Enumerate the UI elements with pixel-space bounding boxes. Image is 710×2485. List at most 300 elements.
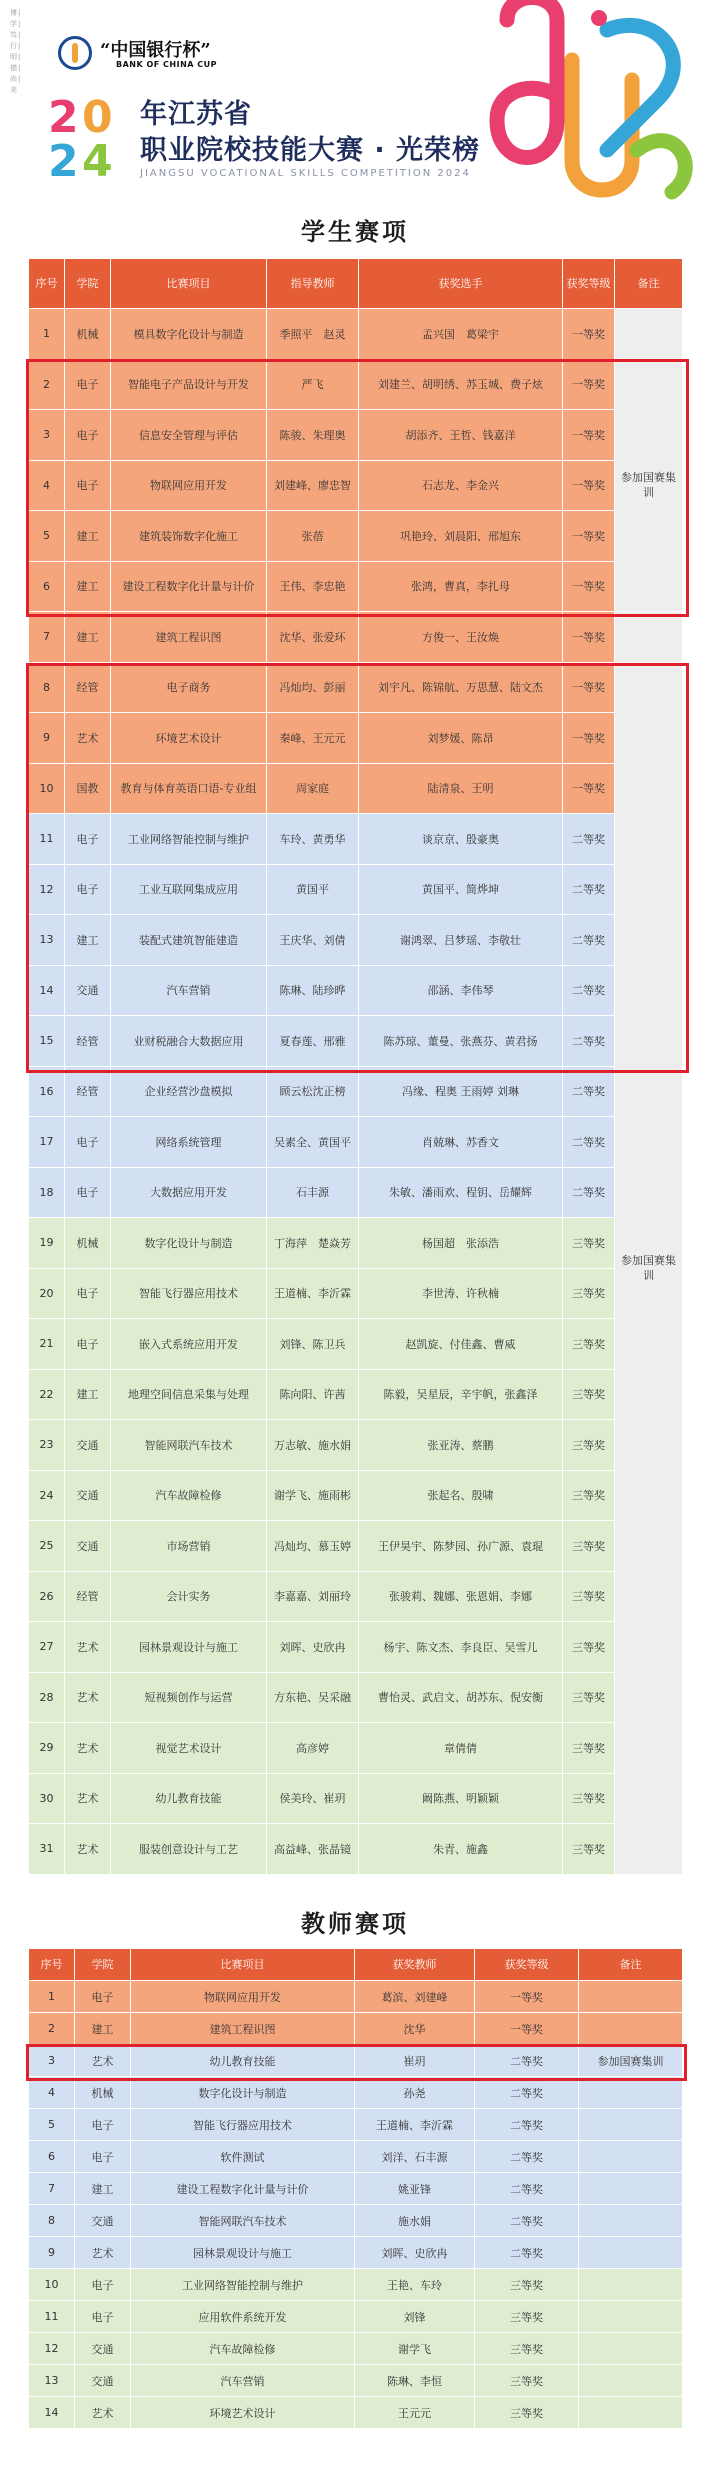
cell-teacher: 沈华 [355, 2013, 475, 2045]
cell-college: 交通 [75, 2205, 131, 2237]
cell-remark [579, 2173, 683, 2205]
table-row [29, 1268, 683, 1319]
cell-no: 22 [29, 1369, 65, 1420]
cell-no: 9 [29, 2237, 75, 2269]
cell-event: 业财税融合大数据应用 [111, 1016, 267, 1067]
cell-college: 建工 [65, 511, 111, 562]
cell-event: 服装创意设计与工艺 [111, 1824, 267, 1875]
cell-winners: 孟兴国 葛梁宇 [359, 309, 563, 360]
cell-remark [615, 612, 683, 663]
cell-teacher: 沈华、张爱环 [267, 612, 359, 663]
cell-winners: 胡添齐、王哲、钱嘉洋 [359, 410, 563, 461]
cell-college: 经管 [65, 1571, 111, 1622]
cell-teacher: 王道楠、李沂霖 [267, 1268, 359, 1319]
cell-level: 三等奖 [475, 2397, 579, 2429]
table-row [29, 915, 683, 966]
cell-college: 艺术 [75, 2237, 131, 2269]
cell-winners: 张骏莉、魏娜、张恩娟、李娜 [359, 1571, 563, 1622]
cell-no: 13 [29, 2365, 75, 2397]
cell-teacher: 刘晖、史欣冉 [267, 1622, 359, 1673]
cell-event: 工业网络智能控制与维护 [131, 2269, 355, 2301]
cell-level: 二等奖 [563, 1066, 615, 1117]
table-row [29, 2365, 683, 2397]
table-row [29, 612, 683, 663]
cell-remark [579, 2141, 683, 2173]
cell-event: 教育与体育英语口语-专业组 [111, 763, 267, 814]
cell-no: 12 [29, 2333, 75, 2365]
cell-level: 一等奖 [563, 662, 615, 713]
column-header-no: 序号 [29, 259, 65, 309]
cell-event: 智能网联汽车技术 [131, 2205, 355, 2237]
table-header-row [29, 1949, 683, 1981]
cell-college: 电子 [65, 814, 111, 865]
cell-no: 30 [29, 1773, 65, 1824]
cell-remark [579, 2301, 683, 2333]
cell-event: 物联网应用开发 [111, 460, 267, 511]
table-row [29, 2077, 683, 2109]
cell-level: 一等奖 [563, 309, 615, 360]
cell-level: 一等奖 [563, 511, 615, 562]
teacher-awards-table [28, 1948, 683, 2429]
cell-event: 幼儿教育技能 [131, 2045, 355, 2077]
cell-college: 电子 [75, 2301, 131, 2333]
cell-event: 数字化设计与制造 [131, 2077, 355, 2109]
table-row [29, 1672, 683, 1723]
cell-no: 3 [29, 2045, 75, 2077]
cell-teacher: 严飞 [267, 359, 359, 410]
column-header-college: 学院 [65, 259, 111, 309]
cell-level: 三等奖 [563, 1773, 615, 1824]
column-header-winners: 获奖选手 [359, 259, 563, 309]
year-digit: 2 [48, 92, 79, 143]
cell-college: 电子 [75, 2141, 131, 2173]
cell-remark [579, 1981, 683, 2013]
cell-college: 电子 [65, 1117, 111, 1168]
cell-level: 三等奖 [563, 1268, 615, 1319]
cell-no: 13 [29, 915, 65, 966]
cell-college: 艺术 [65, 713, 111, 764]
cell-winners: 石志龙、李金兴 [359, 460, 563, 511]
cell-no: 10 [29, 2269, 75, 2301]
column-header-level: 获奖等级 [563, 259, 615, 309]
cell-level: 三等奖 [563, 1672, 615, 1723]
cell-winners: 黄国平、简烨坤 [359, 864, 563, 915]
cup-subtitle: BANK OF CHINA CUP [116, 60, 217, 69]
cell-event: 建筑工程识图 [111, 612, 267, 663]
cell-teacher: 谢学飞 [355, 2333, 475, 2365]
cell-teacher: 冯灿均、彭丽 [267, 662, 359, 713]
table-row [29, 2173, 683, 2205]
cell-remark [615, 309, 683, 360]
cell-level: 二等奖 [563, 864, 615, 915]
cell-teacher: 陈向阳、许茜 [267, 1369, 359, 1420]
cell-event: 数字化设计与制造 [111, 1218, 267, 1269]
cup-title: “中国银行杯” [100, 40, 211, 61]
cell-no: 31 [29, 1824, 65, 1875]
cell-no: 25 [29, 1521, 65, 1572]
cell-level: 二等奖 [563, 1167, 615, 1218]
cell-no: 8 [29, 2205, 75, 2237]
cell-winners: 陈毅，吴星辰，辛宇帆，张鑫泽 [359, 1369, 563, 1420]
cell-no: 7 [29, 2173, 75, 2205]
table-row [29, 2205, 683, 2237]
cell-teacher: 周家庭 [267, 763, 359, 814]
cell-winners: 刘梦媛、陈昂 [359, 713, 563, 764]
bank-of-china-cup-logo [58, 36, 92, 70]
cell-event: 模具数字化设计与制造 [111, 309, 267, 360]
cell-no: 24 [29, 1470, 65, 1521]
cell-winners: 朱青、施鑫 [359, 1824, 563, 1875]
cell-level: 二等奖 [475, 2237, 579, 2269]
table-row [29, 1773, 683, 1824]
cell-level: 三等奖 [475, 2301, 579, 2333]
year-digit: 0 [82, 92, 113, 143]
cell-event: 智能网联汽车技术 [111, 1420, 267, 1471]
cell-teacher: 崔玥 [355, 2045, 475, 2077]
table-row [29, 2109, 683, 2141]
cell-winners: 刘建兰、胡明绣、苏玉城、费子炫 [359, 359, 563, 410]
cell-teacher: 施水娟 [355, 2205, 475, 2237]
cell-level: 二等奖 [563, 915, 615, 966]
cell-event: 大数据应用开发 [111, 1167, 267, 1218]
cell-no: 12 [29, 864, 65, 915]
table-row [29, 1470, 683, 1521]
cell-remark [579, 2237, 683, 2269]
cell-event: 园林景观设计与施工 [131, 2237, 355, 2269]
cell-level: 二等奖 [475, 2077, 579, 2109]
cell-level: 二等奖 [475, 2205, 579, 2237]
table-row [29, 814, 683, 865]
cell-college: 电子 [65, 359, 111, 410]
cell-level: 三等奖 [563, 1420, 615, 1471]
cell-teacher: 王道楠、李沂霖 [355, 2109, 475, 2141]
table-row [29, 1622, 683, 1673]
cell-level: 二等奖 [563, 1117, 615, 1168]
table-row [29, 965, 683, 1016]
cell-teacher: 侯美玲、崔玥 [267, 1773, 359, 1824]
cell-no: 19 [29, 1218, 65, 1269]
table-row [29, 2269, 683, 2301]
cell-remark [579, 2333, 683, 2365]
cell-winners: 方俊一、王汝焕 [359, 612, 563, 663]
cell-teacher: 刘晖、史欣冉 [355, 2237, 475, 2269]
cell-teacher: 秦峰、王元元 [267, 713, 359, 764]
cell-remark [579, 2109, 683, 2141]
cell-level: 二等奖 [475, 2173, 579, 2205]
column-header-teacher: 指导教师 [267, 259, 359, 309]
cell-college: 交通 [65, 1470, 111, 1521]
cell-level: 一等奖 [563, 561, 615, 612]
cell-no: 10 [29, 763, 65, 814]
cell-college: 机械 [65, 1218, 111, 1269]
cell-event: 信息安全管理与评估 [111, 410, 267, 461]
cell-event: 智能电子产品设计与开发 [111, 359, 267, 410]
cell-event: 电子商务 [111, 662, 267, 713]
cell-teacher: 季照平 赵灵 [267, 309, 359, 360]
cell-college: 经管 [65, 662, 111, 713]
cell-level: 三等奖 [563, 1622, 615, 1673]
cell-college: 建工 [75, 2013, 131, 2045]
table-row [29, 1571, 683, 1622]
cell-no: 23 [29, 1420, 65, 1471]
cell-winners: 张亚涛、蔡鹏 [359, 1420, 563, 1471]
cell-no: 9 [29, 713, 65, 764]
table-row [29, 1066, 683, 1117]
cell-winners: 肖兢琳、苏香文 [359, 1117, 563, 1168]
cell-college: 建工 [65, 1369, 111, 1420]
cell-event: 建筑工程识图 [131, 2013, 355, 2045]
table-row [29, 1824, 683, 1875]
cell-no: 4 [29, 2077, 75, 2109]
cell-no: 16 [29, 1066, 65, 1117]
cell-teacher: 陈琳、陆珍晔 [267, 965, 359, 1016]
cell-teacher: 王庆华、刘倩 [267, 915, 359, 966]
cell-college: 电子 [75, 1981, 131, 2013]
cell-no: 2 [29, 2013, 75, 2045]
cell-college: 建工 [75, 2173, 131, 2205]
cell-teacher: 高彦婷 [267, 1723, 359, 1774]
cell-teacher: 刘锋、陈卫兵 [267, 1319, 359, 1370]
cell-teacher: 石丰源 [267, 1167, 359, 1218]
cell-no: 18 [29, 1167, 65, 1218]
column-header-teacher: 获奖教师 [355, 1949, 475, 1981]
cell-level: 三等奖 [563, 1571, 615, 1622]
cell-teacher: 孙尧 [355, 2077, 475, 2109]
table-header-row [29, 259, 683, 309]
cell-level: 二等奖 [475, 2141, 579, 2173]
cell-level: 三等奖 [563, 1470, 615, 1521]
cell-college: 交通 [65, 1521, 111, 1572]
school-motto: 博|学|笃|行|明|德|尚|美 [10, 9, 22, 94]
cell-winners: 赵凯旋、付佳鑫、曹威 [359, 1319, 563, 1370]
cell-event: 装配式建筑智能建造 [111, 915, 267, 966]
cell-no: 1 [29, 309, 65, 360]
cell-level: 一等奖 [563, 460, 615, 511]
cell-event: 软件测试 [131, 2141, 355, 2173]
cell-no: 14 [29, 965, 65, 1016]
student-awards-table [28, 258, 683, 1875]
table-row [29, 1369, 683, 1420]
cell-winners: 李世涛、许秋楠 [359, 1268, 563, 1319]
table-row [29, 2397, 683, 2429]
cell-no: 11 [29, 814, 65, 865]
cell-college: 艺术 [75, 2045, 131, 2077]
ribbon-decoration-graphic [487, 0, 702, 200]
table-row [29, 309, 683, 360]
cell-college: 艺术 [75, 2397, 131, 2429]
table-row [29, 1218, 683, 1269]
cell-level: 三等奖 [563, 1218, 615, 1269]
table-row [29, 410, 683, 461]
table-row [29, 763, 683, 814]
table-row [29, 1319, 683, 1370]
cell-teacher: 刘锋 [355, 2301, 475, 2333]
column-header-remark: 备注 [615, 259, 683, 309]
cell-remark: 参加国赛集训 [579, 2045, 683, 2077]
banner-title-english: JIANGSU VOCATIONAL SKILLS COMPETITION 2024 [140, 168, 471, 179]
table-row [29, 2333, 683, 2365]
table-row [29, 2237, 683, 2269]
table-row [29, 561, 683, 612]
cell-event: 汽车故障检修 [111, 1470, 267, 1521]
cell-teacher: 葛滨、刘建峰 [355, 1981, 475, 2013]
cell-event: 汽车故障检修 [131, 2333, 355, 2365]
cell-college: 艺术 [65, 1622, 111, 1673]
banner-title-line2: 职业院校技能大赛 · 光荣榜 [140, 135, 481, 166]
table-row [29, 511, 683, 562]
cell-college: 经管 [65, 1016, 111, 1067]
cell-no: 6 [29, 2141, 75, 2173]
column-header-remark: 备注 [579, 1949, 683, 1981]
cell-winners: 张鸿，曹真，李扎母 [359, 561, 563, 612]
cell-teacher: 刘建峰、廖忠智 [267, 460, 359, 511]
cell-no: 8 [29, 662, 65, 713]
cell-college: 机械 [65, 309, 111, 360]
column-header-no: 序号 [29, 1949, 75, 1981]
cell-winners: 曹怡灵、武启文、胡苏东、倪安衡 [359, 1672, 563, 1723]
cell-college: 艺术 [65, 1672, 111, 1723]
cell-teacher: 高益峰、张晶镜 [267, 1824, 359, 1875]
cell-level: 二等奖 [563, 1016, 615, 1067]
cell-event: 智能飞行器应用技术 [111, 1268, 267, 1319]
cell-event: 企业经营沙盘模拟 [111, 1066, 267, 1117]
banner-title-line1: 年江苏省 [140, 99, 252, 130]
cell-teacher: 姚亚锋 [355, 2173, 475, 2205]
cell-teacher: 冯灿均、慕玉婷 [267, 1521, 359, 1572]
table-row [29, 864, 683, 915]
cell-level: 三等奖 [563, 1319, 615, 1370]
cell-event: 建设工程数字化计量与计价 [131, 2173, 355, 2205]
cell-event: 汽车营销 [111, 965, 267, 1016]
cell-level: 三等奖 [475, 2269, 579, 2301]
cell-remark [579, 2013, 683, 2045]
cell-event: 网络系统管理 [111, 1117, 267, 1168]
cell-college: 经管 [65, 1066, 111, 1117]
cell-level: 三等奖 [475, 2333, 579, 2365]
cell-teacher: 王艳、车玲 [355, 2269, 475, 2301]
cell-level: 一等奖 [563, 713, 615, 764]
cell-college: 建工 [65, 612, 111, 663]
cell-winners: 陆清泉、王明 [359, 763, 563, 814]
cell-no: 5 [29, 511, 65, 562]
cell-no: 2 [29, 359, 65, 410]
cell-teacher: 陈骏、朱理奥 [267, 410, 359, 461]
table-row [29, 2301, 683, 2333]
cell-event: 短视频创作与运营 [111, 1672, 267, 1723]
table-row [29, 460, 683, 511]
cell-event: 建设工程数字化计量与计价 [111, 561, 267, 612]
cell-winners: 谢鸿翠、吕梦瑶、李敬壮 [359, 915, 563, 966]
cell-no: 20 [29, 1268, 65, 1319]
cell-college: 电子 [65, 1319, 111, 1370]
cell-college: 艺术 [65, 1824, 111, 1875]
cell-remark-national-training: 参加国赛集训 [615, 359, 683, 612]
cell-no: 3 [29, 410, 65, 461]
cell-teacher: 丁海萍 楚焱芳 [267, 1218, 359, 1269]
cell-remark [579, 2205, 683, 2237]
cell-winners: 邵涵、李伟琴 [359, 965, 563, 1016]
cell-event: 市场营销 [111, 1521, 267, 1572]
cell-college: 国教 [65, 763, 111, 814]
cell-college: 电子 [65, 1268, 111, 1319]
column-header-event: 比赛项目 [131, 1949, 355, 1981]
cell-college: 交通 [75, 2365, 131, 2397]
cell-no: 29 [29, 1723, 65, 1774]
cell-remark-national-training: 参加国赛集训 [615, 662, 683, 1874]
cell-teacher: 万志敏、施水娟 [267, 1420, 359, 1471]
cell-event: 工业互联网集成应用 [111, 864, 267, 915]
table-row [29, 662, 683, 713]
cell-level: 三等奖 [563, 1723, 615, 1774]
cell-event: 环境艺术设计 [111, 713, 267, 764]
cell-winners: 章倩倩 [359, 1723, 563, 1774]
cell-event: 园林景观设计与施工 [111, 1622, 267, 1673]
cell-college: 电子 [65, 864, 111, 915]
cell-college: 电子 [65, 1167, 111, 1218]
cell-event: 会计实务 [111, 1571, 267, 1622]
cell-teacher: 李嘉嘉、刘丽玲 [267, 1571, 359, 1622]
cell-winners: 杨宇、陈文杰、李良臣、吴雪儿 [359, 1622, 563, 1673]
cell-no: 21 [29, 1319, 65, 1370]
student-section-title: 学生赛项 [301, 218, 409, 246]
cell-winners: 张起名、殷啸 [359, 1470, 563, 1521]
cell-no: 17 [29, 1117, 65, 1168]
cell-college: 艺术 [65, 1723, 111, 1774]
cell-remark [579, 2269, 683, 2301]
cell-event: 嵌入式系统应用开发 [111, 1319, 267, 1370]
cell-winners: 巩艳玲、刘晨阳、邢旭东 [359, 511, 563, 562]
cell-event: 环境艺术设计 [131, 2397, 355, 2429]
cell-winners: 谈京京、殷豪奥 [359, 814, 563, 865]
cell-teacher: 张蓓 [267, 511, 359, 562]
cell-college: 电子 [65, 410, 111, 461]
cell-level: 一等奖 [563, 763, 615, 814]
table-row [29, 1016, 683, 1067]
cell-level: 一等奖 [475, 2013, 579, 2045]
cell-teacher: 方东艳、吴采融 [267, 1672, 359, 1723]
cell-level: 二等奖 [563, 965, 615, 1016]
cell-level: 三等奖 [475, 2365, 579, 2397]
cell-no: 11 [29, 2301, 75, 2333]
cell-teacher: 谢学飞、施雨彬 [267, 1470, 359, 1521]
table-row [29, 1117, 683, 1168]
column-header-level: 获奖等级 [475, 1949, 579, 1981]
cell-no: 26 [29, 1571, 65, 1622]
cell-college: 建工 [65, 561, 111, 612]
cell-teacher: 黄国平 [267, 864, 359, 915]
cell-event: 幼儿教育技能 [111, 1773, 267, 1824]
table-row [29, 1420, 683, 1471]
cell-remark [579, 2077, 683, 2109]
table-row [29, 1167, 683, 1218]
cell-no: 5 [29, 2109, 75, 2141]
table-row [29, 1723, 683, 1774]
cell-event: 地理空间信息采集与处理 [111, 1369, 267, 1420]
cell-no: 1 [29, 1981, 75, 2013]
teacher-section-title: 教师赛项 [301, 1910, 409, 1938]
cell-event: 物联网应用开发 [131, 1981, 355, 2013]
cell-winners: 陈苏琼、董曼、张燕芬、黄君扬 [359, 1016, 563, 1067]
cell-college: 机械 [75, 2077, 131, 2109]
cell-teacher: 顾云松沈正榜 [267, 1066, 359, 1117]
cell-teacher: 车玲、黄勇华 [267, 814, 359, 865]
cell-teacher: 夏春莲、邢雅 [267, 1016, 359, 1067]
cell-winners: 阚陈燕、明颖颖 [359, 1773, 563, 1824]
cell-level: 一等奖 [563, 359, 615, 410]
year-digit: 4 [82, 136, 113, 187]
cell-level: 三等奖 [563, 1521, 615, 1572]
cell-event: 视觉艺术设计 [111, 1723, 267, 1774]
